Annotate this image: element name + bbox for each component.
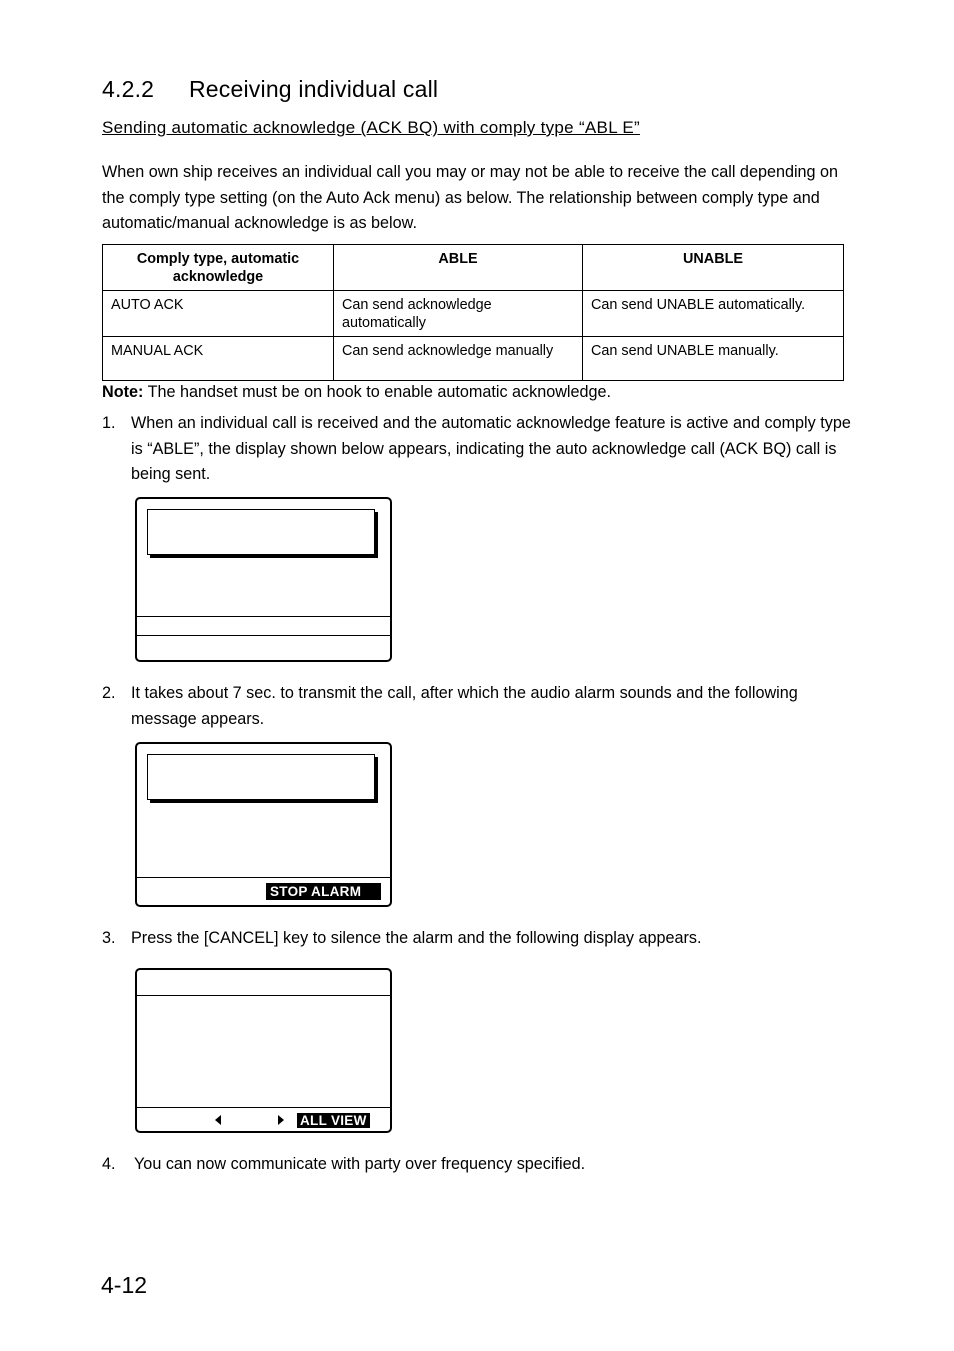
table-row [103,337,844,381]
note [102,383,611,402]
divider [137,1107,390,1108]
subheading: Sending automatic acknowledge (ACK BQ) with comply type “ABL E” [102,118,640,137]
lcd-message-box [147,754,375,800]
step-2 [102,681,862,732]
divider [137,995,390,996]
lcd-message-box [147,509,375,555]
step-text: It takes about 7 sec. to transmit the call, after which the audio alarm sounds and the following message appears. [131,684,798,728]
table-header: Comply type, automatic acknowledge [103,245,334,291]
table-cell: Can send UNABLE manually. [583,337,844,381]
arrow-left-icon[interactable] [215,1115,221,1125]
lcd-display-sending [135,497,392,662]
step-number: 2. [102,684,116,702]
intro-paragraph: When own ship receives an individual call you may or may not be able to receive the call depending on the comply type setting (on the Auto Ack menu) as below. The relationship between comply type and automatic/manual acknowledge is as below. [102,163,839,232]
step-number: 4. [102,1155,116,1173]
table-cell: AUTO ACK [103,291,334,337]
arrow-right-icon[interactable] [278,1115,284,1125]
table-row [103,291,844,337]
comply-type-table [102,244,844,381]
table-header: ABLE [334,245,583,291]
all-view-softkey[interactable]: ALL VIEW [297,1113,370,1128]
table-header: UNABLE [583,245,844,291]
divider [137,616,390,617]
stop-alarm-softkey[interactable]: STOP ALARM [266,883,381,900]
step-number: 3. [102,929,116,947]
table-header-row [103,245,844,291]
step-1 [102,411,862,488]
divider [137,635,390,636]
step-text: Press the [CANCEL] key to silence the alarm and the following display appears. [131,929,702,947]
step-text: You can now communicate with party over frequency specified. [134,1155,586,1173]
note-label: Note: [102,383,144,401]
lcd-display-call [135,968,392,1133]
table-cell: Can send acknowledge automatically [334,291,583,337]
section-title: Receiving individual call [189,76,439,102]
step-3 [102,926,862,952]
table-cell: Can send acknowledge manually [334,337,583,381]
table-cell: MANUAL ACK [103,337,334,381]
note-text: The handset must be on hook to enable automatic acknowledge. [143,383,612,401]
lcd-display-alarm [135,742,392,907]
step-text: When an individual call is received and the automatic acknowledge feature is active and comply type is “ABLE”, the display shown below appears, indicating the auto acknowledge call (ACK BQ) call is being sent. [131,414,851,483]
page-number: 4-12 [101,1272,148,1298]
step-4 [102,1152,862,1178]
divider [137,877,390,878]
table-cell: Can send UNABLE automatically. [583,291,844,337]
section-number: 4.2.2 [102,76,155,102]
step-number: 1. [102,414,116,432]
section-heading [102,76,438,103]
